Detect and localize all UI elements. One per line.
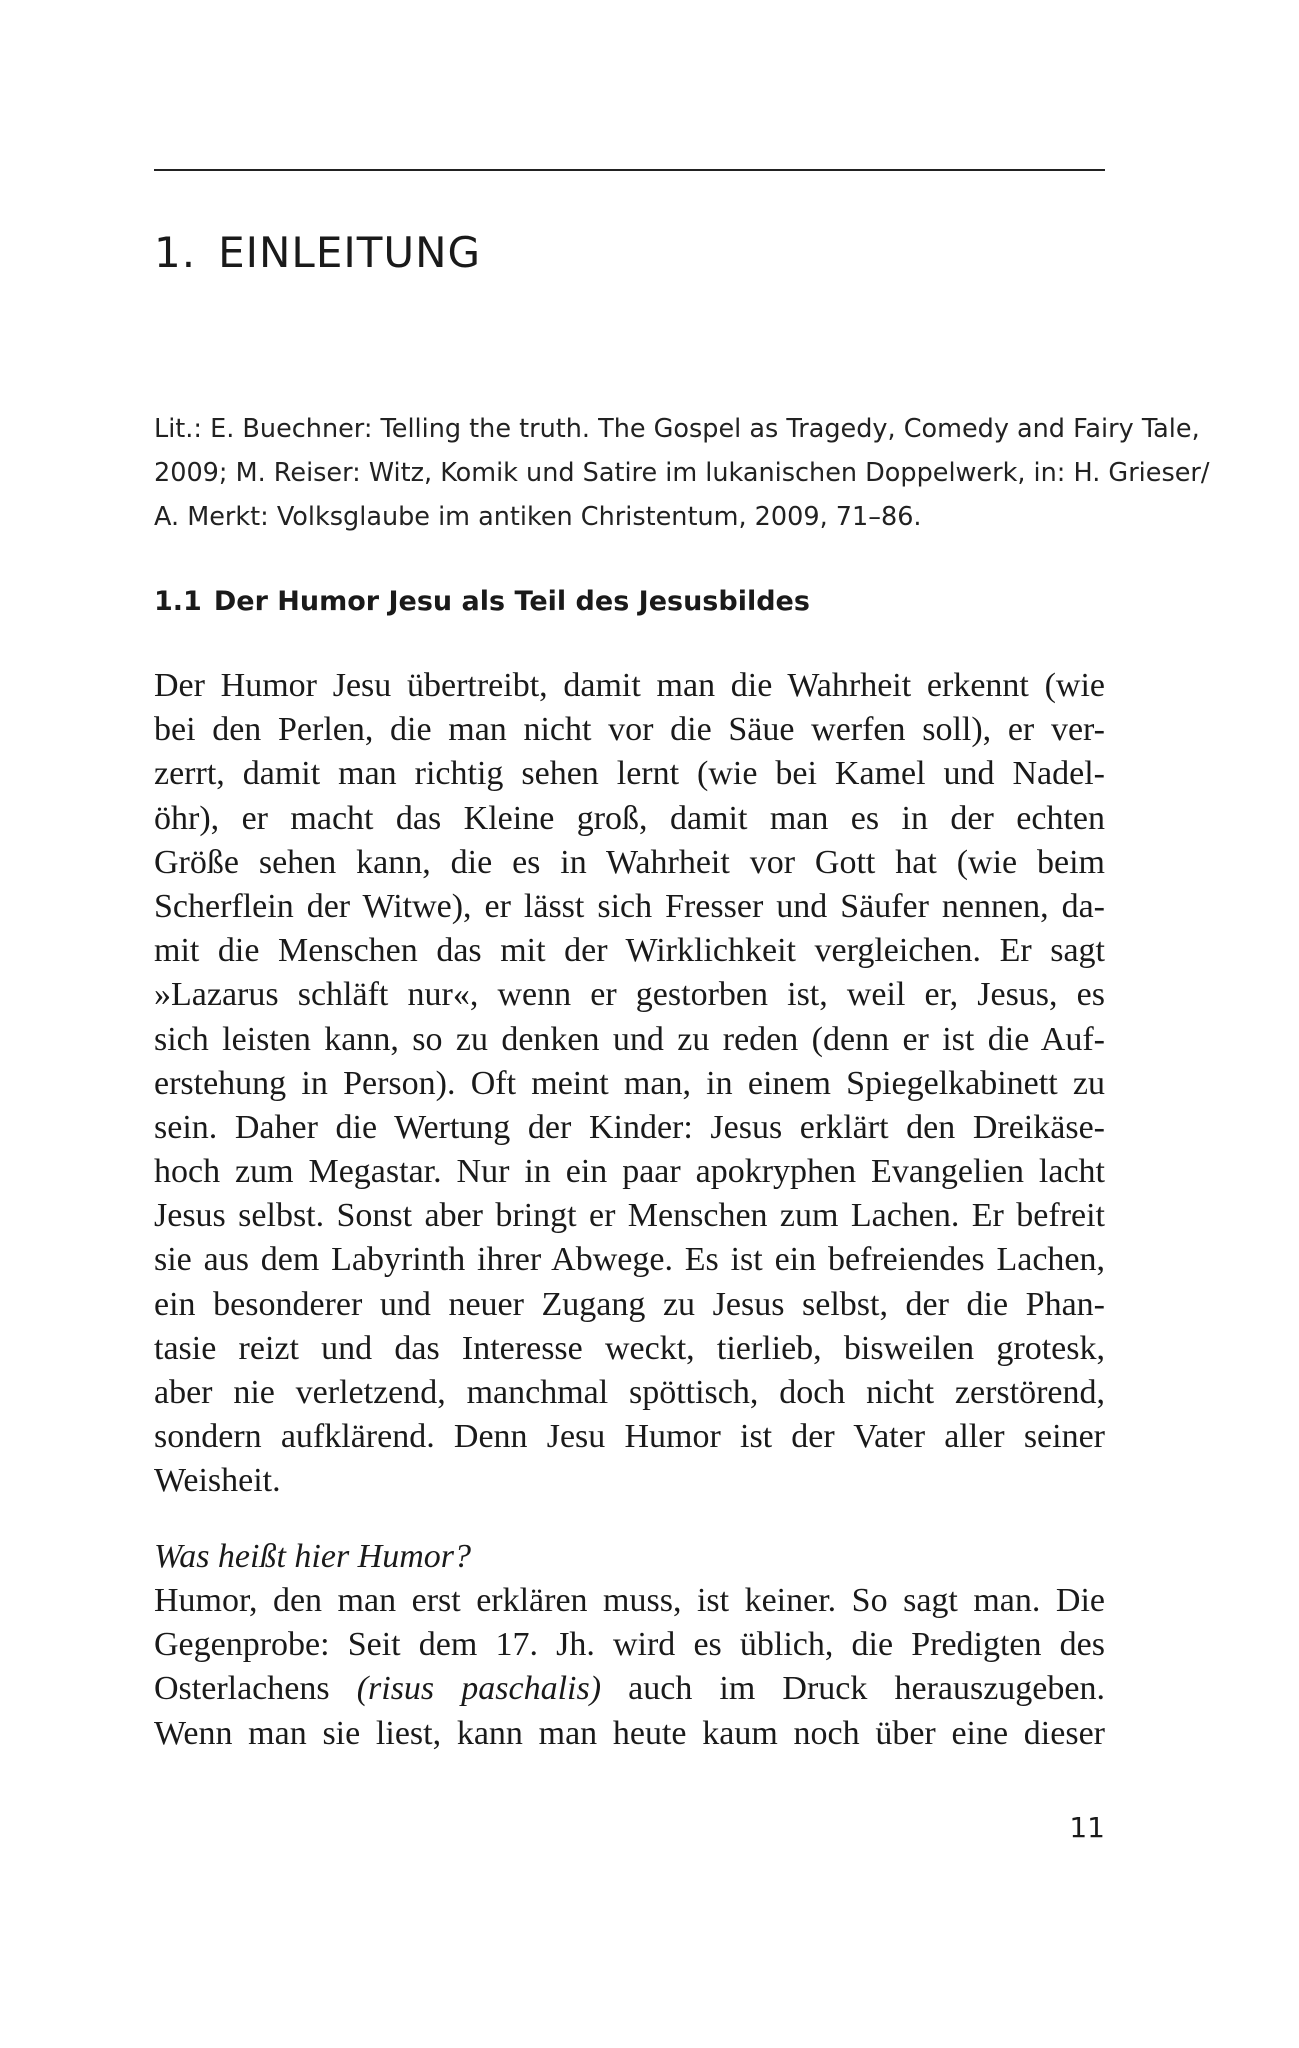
section-number: 1.1 [154, 586, 202, 617]
chapter-title: EINLEITUNG [218, 228, 482, 277]
text-line: Gegenprobe: Seit dem 17. Jh. wird es üblich, die Predigten des [154, 1626, 1105, 1664]
subheading: Was heißt hier Humor? [154, 1538, 472, 1575]
text-line: sein. Daher die Wertung der Kinder: Jesus erklärt den Dreikäse- [154, 1108, 1105, 1146]
text-line: »Lazarus schläft nur«, wenn er gestorben ist, weil er, Jesus, es [154, 976, 1105, 1014]
text-line: hoch zum Megastar. Nur in ein paar apokryphen Evangelien lacht [154, 1153, 1105, 1191]
literature-reference [154, 407, 1210, 539]
text-line: Wenn man sie liest, kann man heute kaum noch über eine dieser [154, 1714, 1105, 1752]
text-line: sich leisten kann, so zu denken und zu reden (denn er ist die Auf- [154, 1020, 1105, 1058]
text-line [154, 1667, 1105, 1711]
section-title: Der Humor Jesu als Teil des Jesusbildes [213, 586, 810, 617]
text-line: erstehung in Person). Oft meint man, in einem Spiegelkabinett zu [154, 1064, 1105, 1102]
top-rule [154, 169, 1105, 171]
text-segment: Osterlachens [154, 1670, 357, 1708]
section-heading [154, 582, 810, 622]
italic-term: (risus paschalis) [356, 1670, 602, 1708]
literature-line: 2009; M. Reiser: Witz, Komik und Satire im lukanischen Doppelwerk, in: H. Grieser/ [154, 458, 1210, 488]
text-line: Jesus selbst. Sonst aber bringt er Menschen zum Lachen. Er befreit [154, 1197, 1105, 1235]
text-line: Größe sehen kann, die es in Wahrheit vor Gott hat (wie beim [154, 843, 1105, 881]
text-line: öhr), er macht das Kleine groß, damit man es in der echten [154, 799, 1105, 837]
text-line: mit die Menschen das mit der Wirklichkeit vergleichen. Er sagt [154, 932, 1105, 970]
text-segment: auch im Druck herauszugeben. [601, 1670, 1105, 1708]
text-line: Scherflein der Witwe), er lässt sich Fresser und Säufer nennen, da- [154, 887, 1105, 925]
text-line: zerrt, damit man richtig sehen lernt (wie bei Kamel und Nadel- [154, 755, 1105, 793]
paragraph-was-heisst-humor [154, 1579, 1105, 1756]
text-line: bei den Perlen, die man nicht vor die Säue werfen soll), er ver- [154, 711, 1105, 749]
text-line: Der Humor Jesu übertreibt, damit man die Wahrheit erkennt (wie [154, 667, 1105, 704]
text-line: ein besonderer und neuer Zugang zu Jesus selbst, der die Phan- [154, 1285, 1105, 1323]
text-line: tasie reizt und das Interesse weckt, tierlieb, bisweilen grotesk, [154, 1329, 1105, 1367]
literature-line: Lit.: E. Buechner: Telling the truth. The Gospel as Tragedy, Comedy and Fairy Tale, [154, 414, 1200, 444]
literature-line: A. Merkt: Volksglaube im antiken Christentum, 2009, 71–86. [154, 502, 922, 532]
text-line: sie aus dem Labyrinth ihrer Abwege. Es ist ein befreiendes Lachen, [154, 1241, 1105, 1279]
text-line: sondern aufklärend. Denn Jesu Humor ist der Vater aller seiner [154, 1418, 1105, 1456]
text-line: Weisheit. [154, 1462, 281, 1500]
page-number: 11 [1069, 1811, 1105, 1844]
paragraph-humor-jesu [154, 664, 1105, 1504]
text-line: aber nie verletzend, manchmal spöttisch, doch nicht zerstörend, [154, 1374, 1105, 1411]
chapter-number: 1. [154, 228, 197, 277]
chapter-heading [154, 228, 481, 278]
text-line: Humor, den man erst erklären muss, ist keiner. So sagt man. Die [154, 1582, 1105, 1619]
